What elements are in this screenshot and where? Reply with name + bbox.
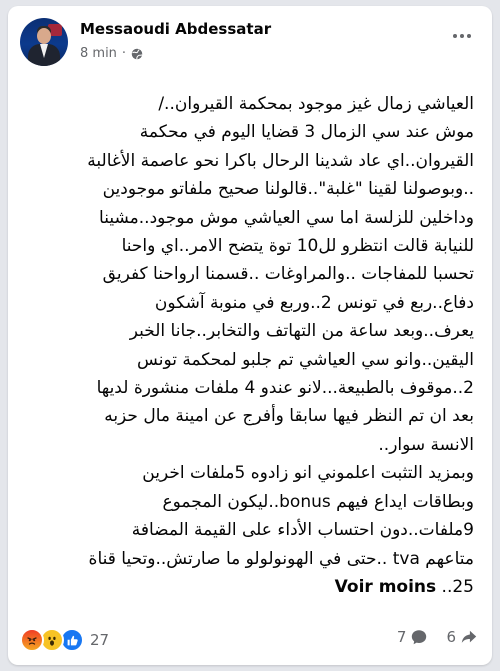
post-line: متاعهم tva ..حتى في الهونولولو ما صارتش..وتحيا قناة xyxy=(88,548,474,569)
comments-count: 7 xyxy=(396,628,407,646)
reactions-summary[interactable] xyxy=(20,628,109,652)
post-line: الانسة سوار.. xyxy=(378,434,474,455)
reaction-count: 27 xyxy=(90,631,110,649)
post-line-end: 25.. xyxy=(441,576,474,597)
share-icon xyxy=(460,628,478,646)
more-options-button[interactable] xyxy=(448,26,476,46)
angry-icon xyxy=(20,628,44,652)
post-header xyxy=(20,16,480,72)
post-time[interactable]: 8 min xyxy=(80,46,117,61)
post-line: 9ملفات..دون احتساب الأداء على القيمة المضافة xyxy=(131,520,474,541)
post-line: بعد ان تم النظر فيها سابقا وأفرج عن امينة مال حزبه xyxy=(104,406,474,427)
post-last-line xyxy=(26,573,474,601)
post-line: للنيابة قالت انتظرو لل10 توة يتضح الامر..اي واحنا xyxy=(121,236,474,257)
meta-separator: · xyxy=(121,46,127,61)
post-line: وبطاقات ايداع فيهم bonus..ليكون المجموع xyxy=(162,491,474,512)
post-line: يعرف..وبعد ساعة من التهاتف والتخابر..جانا الخبر xyxy=(129,321,474,342)
more-dot-icon xyxy=(460,34,464,38)
post-line: ..وبوصولنا لقينا "غلبة"..قالولنا صحيح ملفاتو موجودين xyxy=(102,179,474,200)
post-meta xyxy=(80,46,143,61)
post-footer xyxy=(20,624,480,654)
comment-icon xyxy=(410,628,428,646)
post-line: موش عند سي الزمال 3 قضايا اليوم في محكمة xyxy=(139,122,474,143)
post-line: وداخلين للزلسة اما سي العياشي موش موجود..مشينا xyxy=(99,207,474,228)
post-card xyxy=(8,6,492,665)
more-dot-icon xyxy=(467,34,471,38)
post-line: اليقين..وانو سي العياشي تم جلبو لمحكمة تونس xyxy=(137,349,474,370)
see-less-link[interactable]: Voir moins xyxy=(334,576,437,597)
comments-stat[interactable] xyxy=(397,628,429,646)
author-avatar[interactable] xyxy=(20,18,68,66)
post-stats xyxy=(397,628,478,646)
shares-stat[interactable] xyxy=(446,628,478,646)
shares-count: 6 xyxy=(446,628,456,646)
more-dot-icon xyxy=(453,34,457,38)
globe-icon[interactable] xyxy=(131,48,143,60)
post-line: دفاع..ربع في تونس 2..وربع في منوبة آشكون xyxy=(154,292,474,313)
post-line: العياشي زمال غيز موجود بمحكمة القيروان../ xyxy=(158,94,474,114)
post-text xyxy=(26,90,474,601)
post-line: القيروان..اي عاد شدينا الرحال باكرا نحو عاصمة الأغالبة xyxy=(87,150,474,171)
post-line: وبمزيد التثبت اعلموني انو زادوه 5ملفات اخرين xyxy=(142,463,474,484)
post-line: 2..موقوف بالطبيعة...لانو عندو 4 ملفات منشورة لديها xyxy=(96,378,474,399)
post-line: تحسبا للمفاجات ..والمراوغات ..قسمنا ارواحنا كفريق xyxy=(102,264,474,285)
author-name[interactable]: Messaoudi Abdessatar xyxy=(80,20,272,38)
